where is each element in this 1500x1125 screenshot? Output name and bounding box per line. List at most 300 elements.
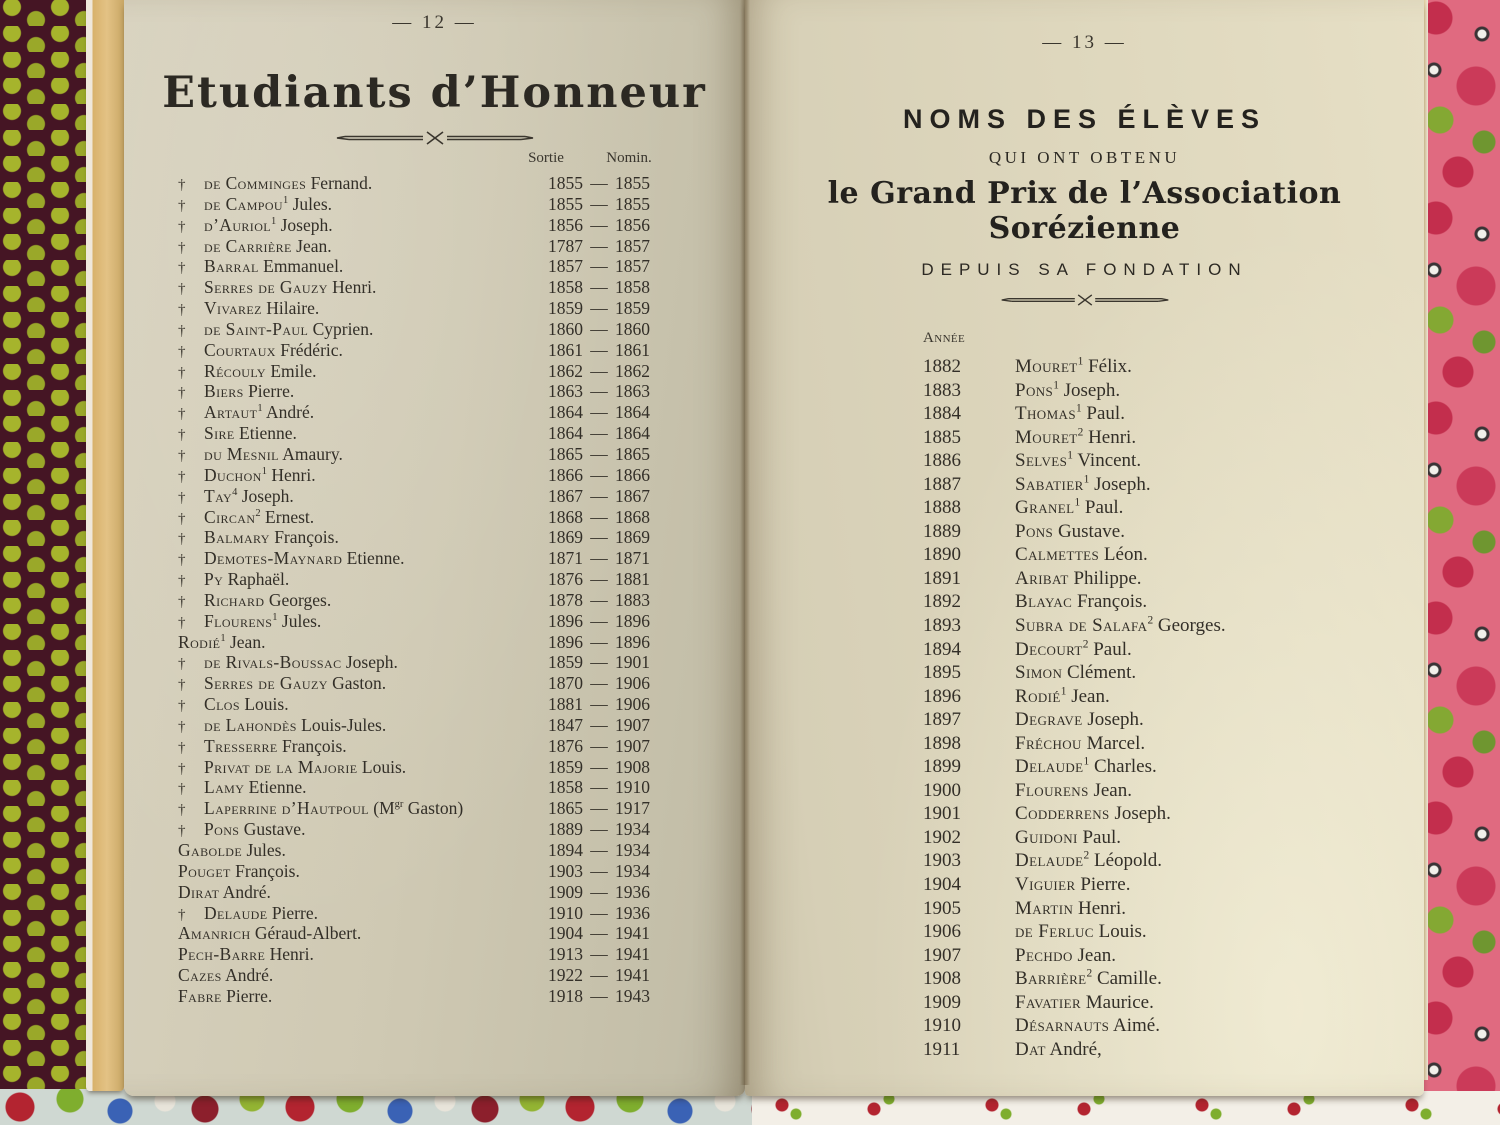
years [529,319,669,340]
list-item [923,638,1400,662]
nomin-year: 1868 [615,506,650,527]
list-item [178,777,669,798]
surname: Guidoni [1015,826,1078,848]
given-name: Joseph. [341,652,398,673]
list-item [178,381,669,402]
given-name: François. [269,527,339,548]
column-headers [124,150,745,167]
year: 1886 [923,450,961,472]
surname: Sabatier [1015,473,1084,495]
years [529,194,669,215]
given-name: André. [221,965,274,986]
year-separator: — [590,965,608,986]
list-item [178,715,669,736]
surname: Mouret [1015,426,1078,448]
surname: Pechdo [1015,944,1073,966]
laureate-name: Thomas$^1$ Paul. [1015,402,1125,425]
list-item [923,449,1400,473]
given-name: Jean. [1072,944,1117,966]
nomin-year: 1857 [615,235,650,256]
year-separator: — [590,298,608,319]
years [529,298,669,319]
year-separator: — [590,756,608,777]
list-item [923,1038,1400,1062]
surname: Rodié [1015,685,1061,707]
surname: de Campou [204,193,283,214]
given-name: Joseph. [1058,379,1121,401]
laureate-name: Delaude$^1$ Charles. [1015,755,1157,778]
years [529,861,669,882]
given-name: Henri. [266,464,316,485]
laureate-name [1015,826,1400,850]
nomin-year: 1934 [615,819,650,840]
annee-label: Année [923,330,966,346]
deceased-cross-icon: † [178,760,186,777]
nomin-year: 1908 [615,756,650,777]
col-header-nomin: Nomin. [606,150,652,166]
sortie-year: 1894 [548,840,583,860]
surname: Martin [1015,897,1074,919]
student-name [204,340,529,361]
deceased-cross-icon: † [178,718,186,735]
deceased-cross-icon: † [178,781,186,798]
year-separator: — [590,402,608,423]
nomin-year: 1865 [615,443,650,464]
year-separator: — [590,318,608,339]
deceased-cross-icon: † [178,593,186,610]
nomin-year: 1906 [615,694,650,715]
list-item [178,548,669,569]
student-name [204,527,529,548]
year-separator: — [590,360,608,381]
year-separator: — [590,798,608,819]
given-name: Pierre. [243,381,295,402]
laureate-name: Rodié$^1$ Jean. [1015,685,1110,707]
year: 1908 [923,968,961,990]
laureate-name: Barrière$^2$ Camille. [1015,967,1162,990]
list-item [178,965,669,986]
given-name: Joseph. [1109,803,1171,825]
years [529,423,669,444]
nomin-year: 1863 [615,381,650,402]
sortie-year: 1909 [548,881,583,902]
list-item [923,779,1400,803]
year: 1883 [923,379,961,401]
surname: Codderrens [1015,803,1110,825]
given-name: Etienne. [234,423,297,444]
deceased-cross-icon: † [178,197,186,214]
deceased-cross-icon: † [178,698,186,715]
given-name: Henri. [1073,897,1126,919]
year: 1904 [923,874,961,896]
year: 1885 [923,426,961,448]
surname: Py [204,569,224,590]
deceased-cross-icon: † [178,406,186,423]
years [529,819,669,840]
nomin-year: 1858 [615,277,650,298]
list-item [923,661,1400,685]
given-name: Raphaël. [223,569,290,590]
year: 1895 [923,662,961,684]
student-name: Circan$^2$ Ernest. [204,506,315,527]
years [529,381,669,402]
given-name: André. [262,402,315,423]
surname: d’Auriol [204,214,271,235]
deceased-cross-icon: † [178,364,186,381]
student-name [178,986,529,1007]
sortie-year: 1881 [548,694,583,715]
laureate-name: Mouret$^1$ Félix. [1015,355,1132,377]
student-name [178,840,529,861]
year: 1907 [923,944,961,966]
list-item [923,520,1400,544]
nomin-year: 1856 [615,214,650,235]
given-name: Jean. [1088,779,1132,801]
given-name: Pierre. [221,985,273,1006]
list-item [923,614,1400,638]
list-item [923,1014,1400,1038]
book-gutter [740,0,750,1085]
student-name [204,361,529,382]
student-name [204,256,529,277]
year: 1887 [923,473,961,495]
years [529,361,669,382]
list-item [923,897,1400,921]
list-item [178,882,669,903]
sortie-year: 1858 [548,777,583,798]
years [529,715,669,736]
years [529,548,669,569]
year-separator: — [590,714,608,735]
laureate-name: Granel$^1$ Paul. [1015,496,1124,519]
years [529,590,669,611]
student-name [178,882,529,903]
surname: Selves [1015,450,1068,472]
heading-noms-des-eleves: NOMS DES ÉLÈVES [902,104,1267,134]
nomin-year: 1871 [615,548,650,569]
surname: Circan [204,506,256,527]
years [529,402,669,423]
year-separator: — [590,860,608,881]
given-name: ($M^{gr}$ Gaston) [368,798,464,819]
nomin-year: 1867 [615,485,650,506]
surname: de Ferluc [1015,921,1094,943]
year-separator: — [590,214,608,235]
given-name: Paul. [1077,826,1122,848]
given-name: Camille. [1092,968,1162,990]
grand-prix-list [745,355,1424,1061]
list-item [923,873,1400,897]
year-separator: — [590,673,608,694]
list-item [923,355,1400,379]
year: 1891 [923,567,961,589]
nomin-year: 1941 [615,944,650,965]
sortie-year: 1869 [548,527,583,548]
deceased-cross-icon: † [178,906,186,923]
given-name: Etienne. [342,548,405,569]
student-name: de Campou$^1$ Jules. [204,193,332,214]
year-separator: — [590,381,608,402]
year: 1888 [923,497,961,519]
surname: Rodié [178,631,221,652]
deceased-cross-icon: † [178,531,186,548]
sortie-year: 1913 [548,944,583,965]
fabric-bottom-right-edge [752,1091,1500,1125]
list-item [923,732,1400,756]
student-name [204,757,529,778]
sortie-year: 1876 [548,569,583,590]
student-name [204,652,529,673]
student-name [204,694,529,715]
surname: Artaut [204,402,258,423]
surname: Dat [1015,1038,1046,1060]
year-separator: — [590,610,608,631]
nomin-year: 1907 [615,714,650,735]
given-name: Pierre. [1075,874,1131,896]
student-name [204,298,529,319]
nomin-year: 1855 [615,193,650,214]
year-separator: — [590,443,608,464]
surname: Subra de Salafa [1015,615,1148,637]
list-item [923,826,1400,850]
list-item [923,802,1400,826]
given-name: André, [1045,1038,1102,1060]
list-item [178,215,669,236]
student-name [178,923,529,944]
years [529,236,669,257]
year-separator: — [590,464,608,485]
laureate-name [1015,897,1400,921]
given-name: Emmanuel. [258,256,344,277]
student-name [204,798,529,819]
surname: Désarnauts [1015,1015,1110,1037]
sortie-year: 1861 [548,339,583,360]
student-name: Tay$^4$ Joseph. [204,485,294,506]
given-name: Louis-Jules. [296,714,387,735]
deceased-cross-icon: † [178,468,186,485]
surname: Mouret [1015,356,1078,377]
surname: Lamy [204,777,245,798]
year-separator: — [590,423,608,444]
given-name: Jean. [291,235,332,256]
given-name: Clément. [1062,662,1137,684]
surname: Duchon [204,464,262,485]
nomin-year: 1883 [615,589,650,610]
year-separator: — [590,735,608,756]
surname: Calmettes [1015,544,1100,566]
laureate-name: Sabatier$^1$ Joseph. [1015,473,1151,495]
laureate-name: Selves$^1$ Vincent. [1015,449,1142,472]
year-separator: — [590,902,608,923]
list-item [178,236,669,257]
given-name: Jules. [277,610,322,631]
laureate-name [1015,543,1400,567]
list-item [923,473,1400,497]
student-name [204,777,529,798]
given-name: Paul. [1088,638,1132,660]
nomin-year: 1941 [615,923,650,944]
student-name [204,319,529,340]
nomin-year: 1941 [615,965,650,986]
surname: Privat de la Majorie [204,756,358,777]
given-name: Paul. [1080,497,1124,519]
list-item [923,991,1400,1015]
surname: Favatier [1015,991,1082,1013]
year: 1890 [923,544,961,566]
sortie-year: 1864 [548,402,583,423]
student-name: Duchon$^1$ Henri. [204,464,316,485]
surname: Delaude [1015,850,1084,872]
given-name: Louis. [1093,921,1147,943]
book-fore-edge [86,0,124,1091]
years [529,465,669,486]
given-name: Henri. [327,277,377,298]
list-item [178,694,669,715]
surname: Demotes-Maynard [204,548,343,569]
nomin-year: 1859 [615,298,650,319]
list-item [923,379,1400,403]
given-name: Félix. [1083,356,1132,377]
deceased-cross-icon: † [178,447,186,464]
year-separator: — [590,840,608,860]
list-item [178,861,669,882]
laureate-name [1015,1014,1400,1038]
student-name [204,277,529,298]
surname: Granel [1015,497,1075,519]
year: 1893 [923,615,961,637]
surname: Dirat [178,881,220,902]
surname: Pons [204,819,240,840]
year: 1894 [923,638,961,660]
surname: Viguier [1015,874,1076,896]
sortie-year: 1856 [548,214,583,235]
surname: de Lahondès [204,714,297,735]
page-title-left: Etudiants d’Honneur [162,68,707,118]
surname: Tay [204,485,233,506]
years [529,694,669,715]
surname: Fréchou [1015,732,1082,754]
fabric-right-edge [1418,0,1500,1125]
surname: Vivarez [204,298,262,319]
nomin-year: 1917 [615,798,650,819]
surname: Flourens [204,610,273,631]
surname: de Rivals-Boussac [204,652,342,673]
heading-grand-prix: le Grand Prix de l’Association Sorézienne [827,176,1342,246]
given-name: François. [1072,591,1148,613]
year-separator: — [590,819,608,840]
student-name [204,736,529,757]
year: 1903 [923,850,961,872]
sortie-year: 1858 [548,277,583,298]
laureate-name: Mouret$^2$ Henri. [1015,426,1137,448]
nomin-year: 1934 [615,840,650,860]
student-name [204,381,529,402]
year: 1909 [923,991,961,1013]
sortie-year: 1855 [548,173,583,193]
year: 1901 [923,803,961,825]
given-name: Jules. [242,840,286,860]
year-separator: — [590,985,608,1006]
given-name: Joseph. [1089,473,1151,495]
sortie-year: 1860 [548,318,583,339]
given-name: Frédéric. [275,339,343,360]
given-name: Vincent. [1072,450,1142,472]
heading-depuis-sa-fondation: DEPUIS SA FONDATION [921,260,1248,279]
laureate-name [1015,944,1400,968]
student-name: d’Auriol$^1$ Joseph. [204,214,333,235]
given-name: Maurice. [1081,991,1154,1013]
list-item [178,361,669,382]
list-item [178,256,669,277]
given-name: Paul. [1081,403,1125,425]
list-item [923,755,1400,779]
deceased-cross-icon: † [178,614,186,631]
list-item [178,757,669,778]
year: 1902 [923,826,961,848]
list-item [178,798,669,819]
given-name: Ernest. [260,506,315,527]
sortie-year: 1904 [548,923,583,944]
list-item [923,944,1400,968]
sortie-year: 1867 [548,485,583,506]
col-header-sortie: Sortie [528,150,564,166]
nomin-year: 1861 [615,339,650,360]
surname: de Carrière [204,235,292,256]
list-item [178,465,669,486]
given-name: Louis. [357,756,407,777]
year: 1882 [923,356,961,377]
list-item [923,543,1400,567]
surname: Cazes [178,965,222,986]
surname: Gabolde [178,840,243,860]
years [529,444,669,465]
surname: Barral [204,256,259,277]
given-name: Jules. [288,193,332,214]
sortie-year: 1922 [548,965,583,986]
surname: Amanrich [178,923,251,944]
year-separator: — [590,923,608,944]
surname: Biers [204,381,244,402]
years [529,173,669,194]
surname: Flourens [1015,779,1089,801]
sortie-year: 1855 [548,193,583,214]
laureate-name [1015,708,1400,732]
surname: Courtaux [204,339,276,360]
sortie-year: 1787 [548,235,583,256]
page-12 [124,0,745,1096]
year: 1896 [923,685,961,707]
deceased-cross-icon: † [178,489,186,506]
list-item [178,944,669,965]
nomin-year: 1907 [615,735,650,756]
year-separator: — [590,652,608,673]
deceased-cross-icon: † [178,343,186,360]
given-name: Henri. [1083,426,1137,448]
sortie-year: 1918 [548,985,583,1006]
given-name: Joseph. [276,214,333,235]
nomin-year: 1864 [615,402,650,423]
list-item [178,486,669,507]
surname: Laperrine d’Hautpoul [204,798,369,819]
deceased-cross-icon: † [178,802,186,819]
list-item [178,840,669,861]
year: 1892 [923,591,961,613]
nomin-year: 1906 [615,673,650,694]
year: 1906 [923,921,961,943]
surname: Barrière [1015,968,1087,990]
list-item [178,903,669,924]
sortie-year: 1910 [548,902,583,923]
